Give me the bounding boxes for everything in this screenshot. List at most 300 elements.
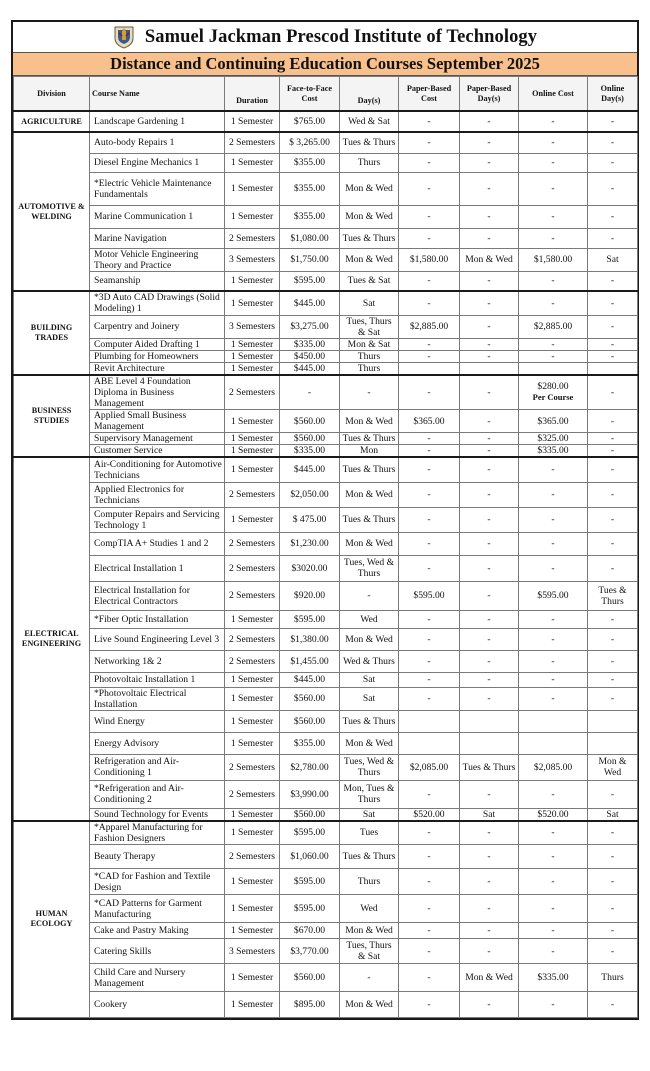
paper-cost-cell: -	[399, 845, 460, 869]
col-header-online-cost: Online Cost	[519, 77, 588, 112]
f2f-cost-cell: $670.00	[280, 923, 340, 939]
paper-days-cell: -	[460, 610, 519, 628]
paper-days-cell: -	[460, 532, 519, 555]
days-cell: Tues & Thurs	[340, 507, 399, 532]
title-row	[13, 22, 637, 53]
paper-cost-cell: -	[399, 153, 460, 172]
online-cost-cell: $520.00	[519, 808, 588, 821]
f2f-cost-cell: $445.00	[280, 457, 340, 482]
online-days-cell: -	[588, 939, 638, 964]
duration-cell: 2 Semesters	[225, 581, 280, 610]
online-days-cell: -	[588, 457, 638, 482]
online-days-cell: -	[588, 271, 638, 291]
days-cell: Tues & Thurs	[340, 457, 399, 482]
online-days-cell: -	[588, 821, 638, 845]
online-days-cell: -	[588, 338, 638, 350]
paper-cost-cell: -	[399, 271, 460, 291]
days-cell: Tues & Thurs	[340, 228, 399, 248]
duration-cell: 1 Semester	[225, 153, 280, 172]
online-cost-cell: $335.00	[519, 445, 588, 458]
division-cell: BUSINESS STUDIES	[14, 375, 90, 458]
paper-days-cell: -	[460, 350, 519, 362]
paper-cost-cell: $2,085.00	[399, 754, 460, 780]
table-row	[14, 350, 638, 362]
table-row	[14, 172, 638, 205]
paper-cost-cell: -	[399, 482, 460, 507]
course-name-cell: Electrical Installation for Electrical Contractors	[90, 581, 225, 610]
paper-cost-cell: -	[399, 687, 460, 710]
course-name-cell: Computer Repairs and Servicing Technology 1	[90, 507, 225, 532]
paper-cost-cell: $2,885.00	[399, 315, 460, 338]
duration-cell: 1 Semester	[225, 457, 280, 482]
paper-days-cell: -	[460, 338, 519, 350]
f2f-cost-cell: $595.00	[280, 821, 340, 845]
duration-cell: 1 Semester	[225, 271, 280, 291]
paper-cost-cell: -	[399, 780, 460, 808]
online-cost-cell: -	[519, 650, 588, 672]
days-cell: Mon & Wed	[340, 732, 399, 754]
page-subtitle: Distance and Continuing Education Courses September 2025	[110, 54, 540, 73]
paper-days-cell: -	[460, 291, 519, 315]
online-cost-cell: $2,885.00	[519, 315, 588, 338]
f2f-cost-cell: $3,275.00	[280, 315, 340, 338]
col-header-paper-days: Paper-Based Day(s)	[460, 77, 519, 112]
table-row	[14, 939, 638, 964]
course-schedule-sheet	[11, 20, 639, 1020]
duration-cell: 1 Semester	[225, 507, 280, 532]
paper-cost-cell: -	[399, 132, 460, 153]
days-cell: Mon	[340, 445, 399, 458]
online-days-cell: -	[588, 291, 638, 315]
paper-cost-cell: -	[399, 923, 460, 939]
online-days-cell: -	[588, 895, 638, 923]
table-row	[14, 457, 638, 482]
course-name-cell: Catering Skills	[90, 939, 225, 964]
days-cell: Mon & Wed	[340, 532, 399, 555]
course-name-cell: Air-Conditioning for Automotive Technicians	[90, 457, 225, 482]
crest-logo-icon	[113, 25, 135, 49]
paper-days-cell: -	[460, 228, 519, 248]
table-row	[14, 132, 638, 153]
table-row	[14, 869, 638, 895]
paper-cost-cell: $1,580.00	[399, 248, 460, 271]
paper-days-cell: -	[460, 375, 519, 410]
table-row	[14, 248, 638, 271]
paper-days-cell: -	[460, 628, 519, 650]
f2f-cost-cell: $560.00	[280, 808, 340, 821]
table-row	[14, 555, 638, 581]
online-cost-cell: -	[519, 111, 588, 132]
course-name-cell: Carpentry and Joinery	[90, 315, 225, 338]
paper-cost-cell: -	[399, 532, 460, 555]
course-name-cell: *CAD Patterns for Garment Manufacturing	[90, 895, 225, 923]
days-cell: Tues & Thurs	[340, 710, 399, 732]
duration-cell: 2 Semesters	[225, 754, 280, 780]
days-cell: Mon & Wed	[340, 410, 399, 433]
paper-cost-cell: -	[399, 895, 460, 923]
days-cell: Tues & Thurs	[340, 132, 399, 153]
paper-days-cell: -	[460, 821, 519, 845]
days-cell: Mon & Wed	[340, 992, 399, 1018]
online-cost-cell: -	[519, 457, 588, 482]
online-cost-cell: -	[519, 992, 588, 1018]
online-cost-cell: $325.00	[519, 433, 588, 445]
course-name-cell: Landscape Gardening 1	[90, 111, 225, 132]
paper-days-cell: -	[460, 482, 519, 507]
f2f-cost-cell: $445.00	[280, 672, 340, 687]
table-row	[14, 362, 638, 375]
duration-cell: 1 Semester	[225, 964, 280, 992]
online-days-cell	[588, 362, 638, 375]
course-name-cell: Refrigeration and Air-Conditioning 1	[90, 754, 225, 780]
table-row	[14, 507, 638, 532]
paper-cost-cell: -	[399, 445, 460, 458]
online-cost-cell: -	[519, 132, 588, 153]
paper-cost-cell: -	[399, 964, 460, 992]
paper-cost-cell: -	[399, 650, 460, 672]
duration-cell: 1 Semester	[225, 710, 280, 732]
days-cell: Mon & Wed	[340, 923, 399, 939]
online-cost-cell: -	[519, 205, 588, 228]
f2f-cost-cell: $2,780.00	[280, 754, 340, 780]
paper-cost-cell: -	[399, 610, 460, 628]
paper-days-cell: -	[460, 457, 519, 482]
days-cell: Thurs	[340, 869, 399, 895]
table-row	[14, 482, 638, 507]
paper-cost-cell	[399, 732, 460, 754]
course-name-cell: Marine Communication 1	[90, 205, 225, 228]
course-name-cell: Cake and Pastry Making	[90, 923, 225, 939]
table-row	[14, 964, 638, 992]
online-days-cell: -	[588, 610, 638, 628]
table-row	[14, 923, 638, 939]
paper-cost-cell: -	[399, 350, 460, 362]
course-name-cell: Photovoltaic Installation 1	[90, 672, 225, 687]
duration-cell: 2 Semesters	[225, 132, 280, 153]
course-name-cell: Networking 1& 2	[90, 650, 225, 672]
paper-days-cell: -	[460, 923, 519, 939]
table-row	[14, 271, 638, 291]
paper-days-cell: -	[460, 895, 519, 923]
f2f-cost-cell: $595.00	[280, 610, 340, 628]
online-cost-cell	[519, 362, 588, 375]
online-cost-value: $280.00	[537, 381, 569, 393]
f2f-cost-cell: $1,080.00	[280, 228, 340, 248]
online-cost-cell: -	[519, 687, 588, 710]
course-name-cell: Energy Advisory	[90, 732, 225, 754]
table-row	[14, 153, 638, 172]
online-days-cell: -	[588, 445, 638, 458]
course-name-cell: *Photovoltaic Electrical Installation	[90, 687, 225, 710]
table-row	[14, 610, 638, 628]
col-header-f2f-cost: Face-to-Face Cost	[280, 77, 340, 112]
table-row	[14, 433, 638, 445]
days-cell: Tues, Thurs & Sat	[340, 939, 399, 964]
courses-table	[13, 76, 638, 1018]
course-name-cell: Revit Architecture	[90, 362, 225, 375]
days-cell: Thurs	[340, 350, 399, 362]
f2f-cost-cell: $355.00	[280, 153, 340, 172]
f2f-cost-cell: $1,230.00	[280, 532, 340, 555]
days-cell: Wed & Thurs	[340, 650, 399, 672]
table-row	[14, 410, 638, 433]
duration-cell: 1 Semester	[225, 410, 280, 433]
paper-days-cell: Sat	[460, 808, 519, 821]
table-row	[14, 687, 638, 710]
table-row	[14, 315, 638, 338]
duration-cell: 2 Semesters	[225, 780, 280, 808]
table-row	[14, 672, 638, 687]
days-cell: Sat	[340, 808, 399, 821]
paper-cost-cell: -	[399, 992, 460, 1018]
duration-cell: 1 Semester	[225, 291, 280, 315]
online-cost-cell: -	[519, 923, 588, 939]
table-row	[14, 732, 638, 754]
days-cell: -	[340, 964, 399, 992]
online-cost-cell: -	[519, 153, 588, 172]
paper-days-cell: -	[460, 433, 519, 445]
days-cell: Mon & Sat	[340, 338, 399, 350]
duration-cell: 2 Semesters	[225, 628, 280, 650]
online-days-cell: Mon & Wed	[588, 754, 638, 780]
paper-days-cell: -	[460, 650, 519, 672]
f2f-cost-cell: $3,990.00	[280, 780, 340, 808]
online-days-cell: -	[588, 482, 638, 507]
paper-cost-cell: $365.00	[399, 410, 460, 433]
online-cost-cell: -	[519, 338, 588, 350]
course-name-cell: *Electric Vehicle Maintenance Fundamentals	[90, 172, 225, 205]
online-cost-cell: $2,085.00	[519, 754, 588, 780]
paper-cost-cell: -	[399, 433, 460, 445]
online-days-cell: -	[588, 375, 638, 410]
subtitle-banner	[13, 53, 637, 76]
duration-cell: 1 Semester	[225, 350, 280, 362]
f2f-cost-cell: $3020.00	[280, 555, 340, 581]
course-name-cell: Applied Electronics for Technicians	[90, 482, 225, 507]
paper-cost-cell	[399, 710, 460, 732]
paper-cost-cell	[399, 362, 460, 375]
f2f-cost-cell: $560.00	[280, 687, 340, 710]
online-cost-cell: -	[519, 869, 588, 895]
f2f-cost-cell: $1,750.00	[280, 248, 340, 271]
col-header-paper-cost: Paper-Based Cost	[399, 77, 460, 112]
online-days-cell	[588, 710, 638, 732]
days-cell: Sat	[340, 672, 399, 687]
duration-cell: 3 Semesters	[225, 939, 280, 964]
table-row	[14, 228, 638, 248]
f2f-cost-cell: $335.00	[280, 338, 340, 350]
online-days-cell: -	[588, 315, 638, 338]
paper-cost-cell: $520.00	[399, 808, 460, 821]
table-row	[14, 650, 638, 672]
f2f-cost-cell: $355.00	[280, 205, 340, 228]
online-cost-cell: -	[519, 532, 588, 555]
duration-cell: 3 Semesters	[225, 315, 280, 338]
table-row	[14, 992, 638, 1018]
course-name-cell: *Refrigeration and Air-Conditioning 2	[90, 780, 225, 808]
online-cost-cell: -	[519, 845, 588, 869]
online-cost-cell: -	[519, 555, 588, 581]
online-days-cell: -	[588, 628, 638, 650]
division-cell: ELECTRICAL ENGINEERING	[14, 457, 90, 821]
f2f-cost-cell: $1,380.00	[280, 628, 340, 650]
table-row	[14, 821, 638, 845]
course-name-cell: Applied Small Business Management	[90, 410, 225, 433]
table-row	[14, 710, 638, 732]
table-body	[14, 111, 638, 1018]
duration-cell: 1 Semester	[225, 433, 280, 445]
online-days-cell: -	[588, 350, 638, 362]
f2f-cost-cell: $ 3,265.00	[280, 132, 340, 153]
paper-cost-cell: -	[399, 939, 460, 964]
f2f-cost-cell: $ 475.00	[280, 507, 340, 532]
f2f-cost-cell: $2,050.00	[280, 482, 340, 507]
days-cell: -	[340, 581, 399, 610]
duration-cell: 2 Semesters	[225, 375, 280, 410]
online-days-cell: -	[588, 507, 638, 532]
online-days-cell: -	[588, 923, 638, 939]
days-cell: Tues & Thurs	[340, 845, 399, 869]
duration-cell: 1 Semester	[225, 992, 280, 1018]
table-row	[14, 780, 638, 808]
paper-cost-cell: -	[399, 821, 460, 845]
online-cost-cell: -	[519, 821, 588, 845]
f2f-cost-cell: $595.00	[280, 271, 340, 291]
online-days-cell: -	[588, 992, 638, 1018]
paper-days-cell: Mon & Wed	[460, 248, 519, 271]
paper-days-cell: -	[460, 687, 519, 710]
paper-days-cell: -	[460, 672, 519, 687]
paper-cost-cell: -	[399, 672, 460, 687]
online-cost-cell	[519, 710, 588, 732]
paper-cost-cell: -	[399, 457, 460, 482]
paper-cost-cell: $595.00	[399, 581, 460, 610]
paper-days-cell: -	[460, 410, 519, 433]
division-cell: HUMAN ECOLOGY	[14, 821, 90, 1018]
table-row	[14, 808, 638, 821]
duration-cell: 1 Semester	[225, 172, 280, 205]
online-days-cell: -	[588, 555, 638, 581]
course-name-cell: Motor Vehicle Engineering Theory and Practice	[90, 248, 225, 271]
paper-days-cell: Tues & Thurs	[460, 754, 519, 780]
f2f-cost-cell: $595.00	[280, 895, 340, 923]
paper-days-cell: -	[460, 172, 519, 205]
course-name-cell: Live Sound Engineering Level 3	[90, 628, 225, 650]
course-name-cell: Plumbing for Homeowners	[90, 350, 225, 362]
online-cost-cell: $365.00	[519, 410, 588, 433]
online-cost-cell: -	[519, 895, 588, 923]
duration-cell: 1 Semester	[225, 610, 280, 628]
duration-cell: 1 Semester	[225, 338, 280, 350]
col-header-days: Day(s)	[340, 77, 399, 112]
paper-days-cell: Mon & Wed	[460, 964, 519, 992]
f2f-cost-cell: $560.00	[280, 433, 340, 445]
online-days-cell: -	[588, 132, 638, 153]
days-cell: Tues & Sat	[340, 271, 399, 291]
duration-cell: 2 Semesters	[225, 650, 280, 672]
division-cell: AUTOMOTIVE & WELDING	[14, 132, 90, 291]
online-days-cell: -	[588, 869, 638, 895]
f2f-cost-cell: $3,770.00	[280, 939, 340, 964]
paper-days-cell: -	[460, 111, 519, 132]
col-header-duration: Duration	[225, 77, 280, 112]
course-name-cell: *Fiber Optic Installation	[90, 610, 225, 628]
table-row	[14, 291, 638, 315]
days-cell: Tues, Thurs & Sat	[340, 315, 399, 338]
online-cost-cell	[519, 375, 588, 410]
table-row	[14, 111, 638, 132]
paper-days-cell: -	[460, 507, 519, 532]
paper-days-cell: -	[460, 205, 519, 228]
duration-cell: 2 Semesters	[225, 532, 280, 555]
table-row	[14, 205, 638, 228]
course-name-cell: *Apparel Manufacturing for Fashion Designers	[90, 821, 225, 845]
paper-days-cell: -	[460, 992, 519, 1018]
table-row	[14, 845, 638, 869]
days-cell: Tues, Wed & Thurs	[340, 754, 399, 780]
days-cell: Wed & Sat	[340, 111, 399, 132]
online-cost-cell: -	[519, 672, 588, 687]
days-cell: Mon & Wed	[340, 248, 399, 271]
duration-cell: 1 Semester	[225, 821, 280, 845]
course-name-cell: Auto-body Repairs 1	[90, 132, 225, 153]
duration-cell: 1 Semester	[225, 895, 280, 923]
online-cost-cell: -	[519, 610, 588, 628]
f2f-cost-cell: $355.00	[280, 732, 340, 754]
course-name-cell: Supervisory Management	[90, 433, 225, 445]
division-cell: AGRICULTURE	[14, 111, 90, 132]
paper-cost-cell: -	[399, 869, 460, 895]
online-cost-note: Per Course	[532, 392, 574, 403]
course-name-cell: CompTIA A+ Studies 1 and 2	[90, 532, 225, 555]
online-cost-cell: $595.00	[519, 581, 588, 610]
paper-cost-cell: -	[399, 507, 460, 532]
paper-days-cell: -	[460, 939, 519, 964]
paper-days-cell: -	[460, 315, 519, 338]
course-name-cell: Diesel Engine Mechanics 1	[90, 153, 225, 172]
duration-cell: 1 Semester	[225, 362, 280, 375]
f2f-cost-cell: $450.00	[280, 350, 340, 362]
days-cell: Thurs	[340, 362, 399, 375]
course-name-cell: Customer Service	[90, 445, 225, 458]
days-cell: Mon & Wed	[340, 172, 399, 205]
paper-cost-cell: -	[399, 338, 460, 350]
online-cost-cell: -	[519, 780, 588, 808]
table-row	[14, 445, 638, 458]
course-name-cell: Sound Technology for Events	[90, 808, 225, 821]
online-cost-cell: -	[519, 228, 588, 248]
f2f-cost-cell: $920.00	[280, 581, 340, 610]
days-cell: Wed	[340, 895, 399, 923]
course-name-cell: *3D Auto CAD Drawings (Solid Modeling) 1	[90, 291, 225, 315]
paper-cost-cell: -	[399, 555, 460, 581]
col-header-online-days: Online Day(s)	[588, 77, 638, 112]
f2f-cost-cell: $445.00	[280, 362, 340, 375]
duration-cell: 2 Semesters	[225, 555, 280, 581]
online-cost-cell: $335.00	[519, 964, 588, 992]
duration-cell: 3 Semesters	[225, 248, 280, 271]
online-days-cell	[588, 732, 638, 754]
table-row	[14, 754, 638, 780]
days-cell: Mon & Wed	[340, 205, 399, 228]
course-name-cell: Marine Navigation	[90, 228, 225, 248]
duration-cell: 1 Semester	[225, 923, 280, 939]
f2f-cost-cell: $1,455.00	[280, 650, 340, 672]
online-days-cell: -	[588, 172, 638, 205]
paper-days-cell: -	[460, 845, 519, 869]
course-name-cell: ABE Level 4 Foundation Diploma in Business Management	[90, 375, 225, 410]
online-days-cell: -	[588, 205, 638, 228]
